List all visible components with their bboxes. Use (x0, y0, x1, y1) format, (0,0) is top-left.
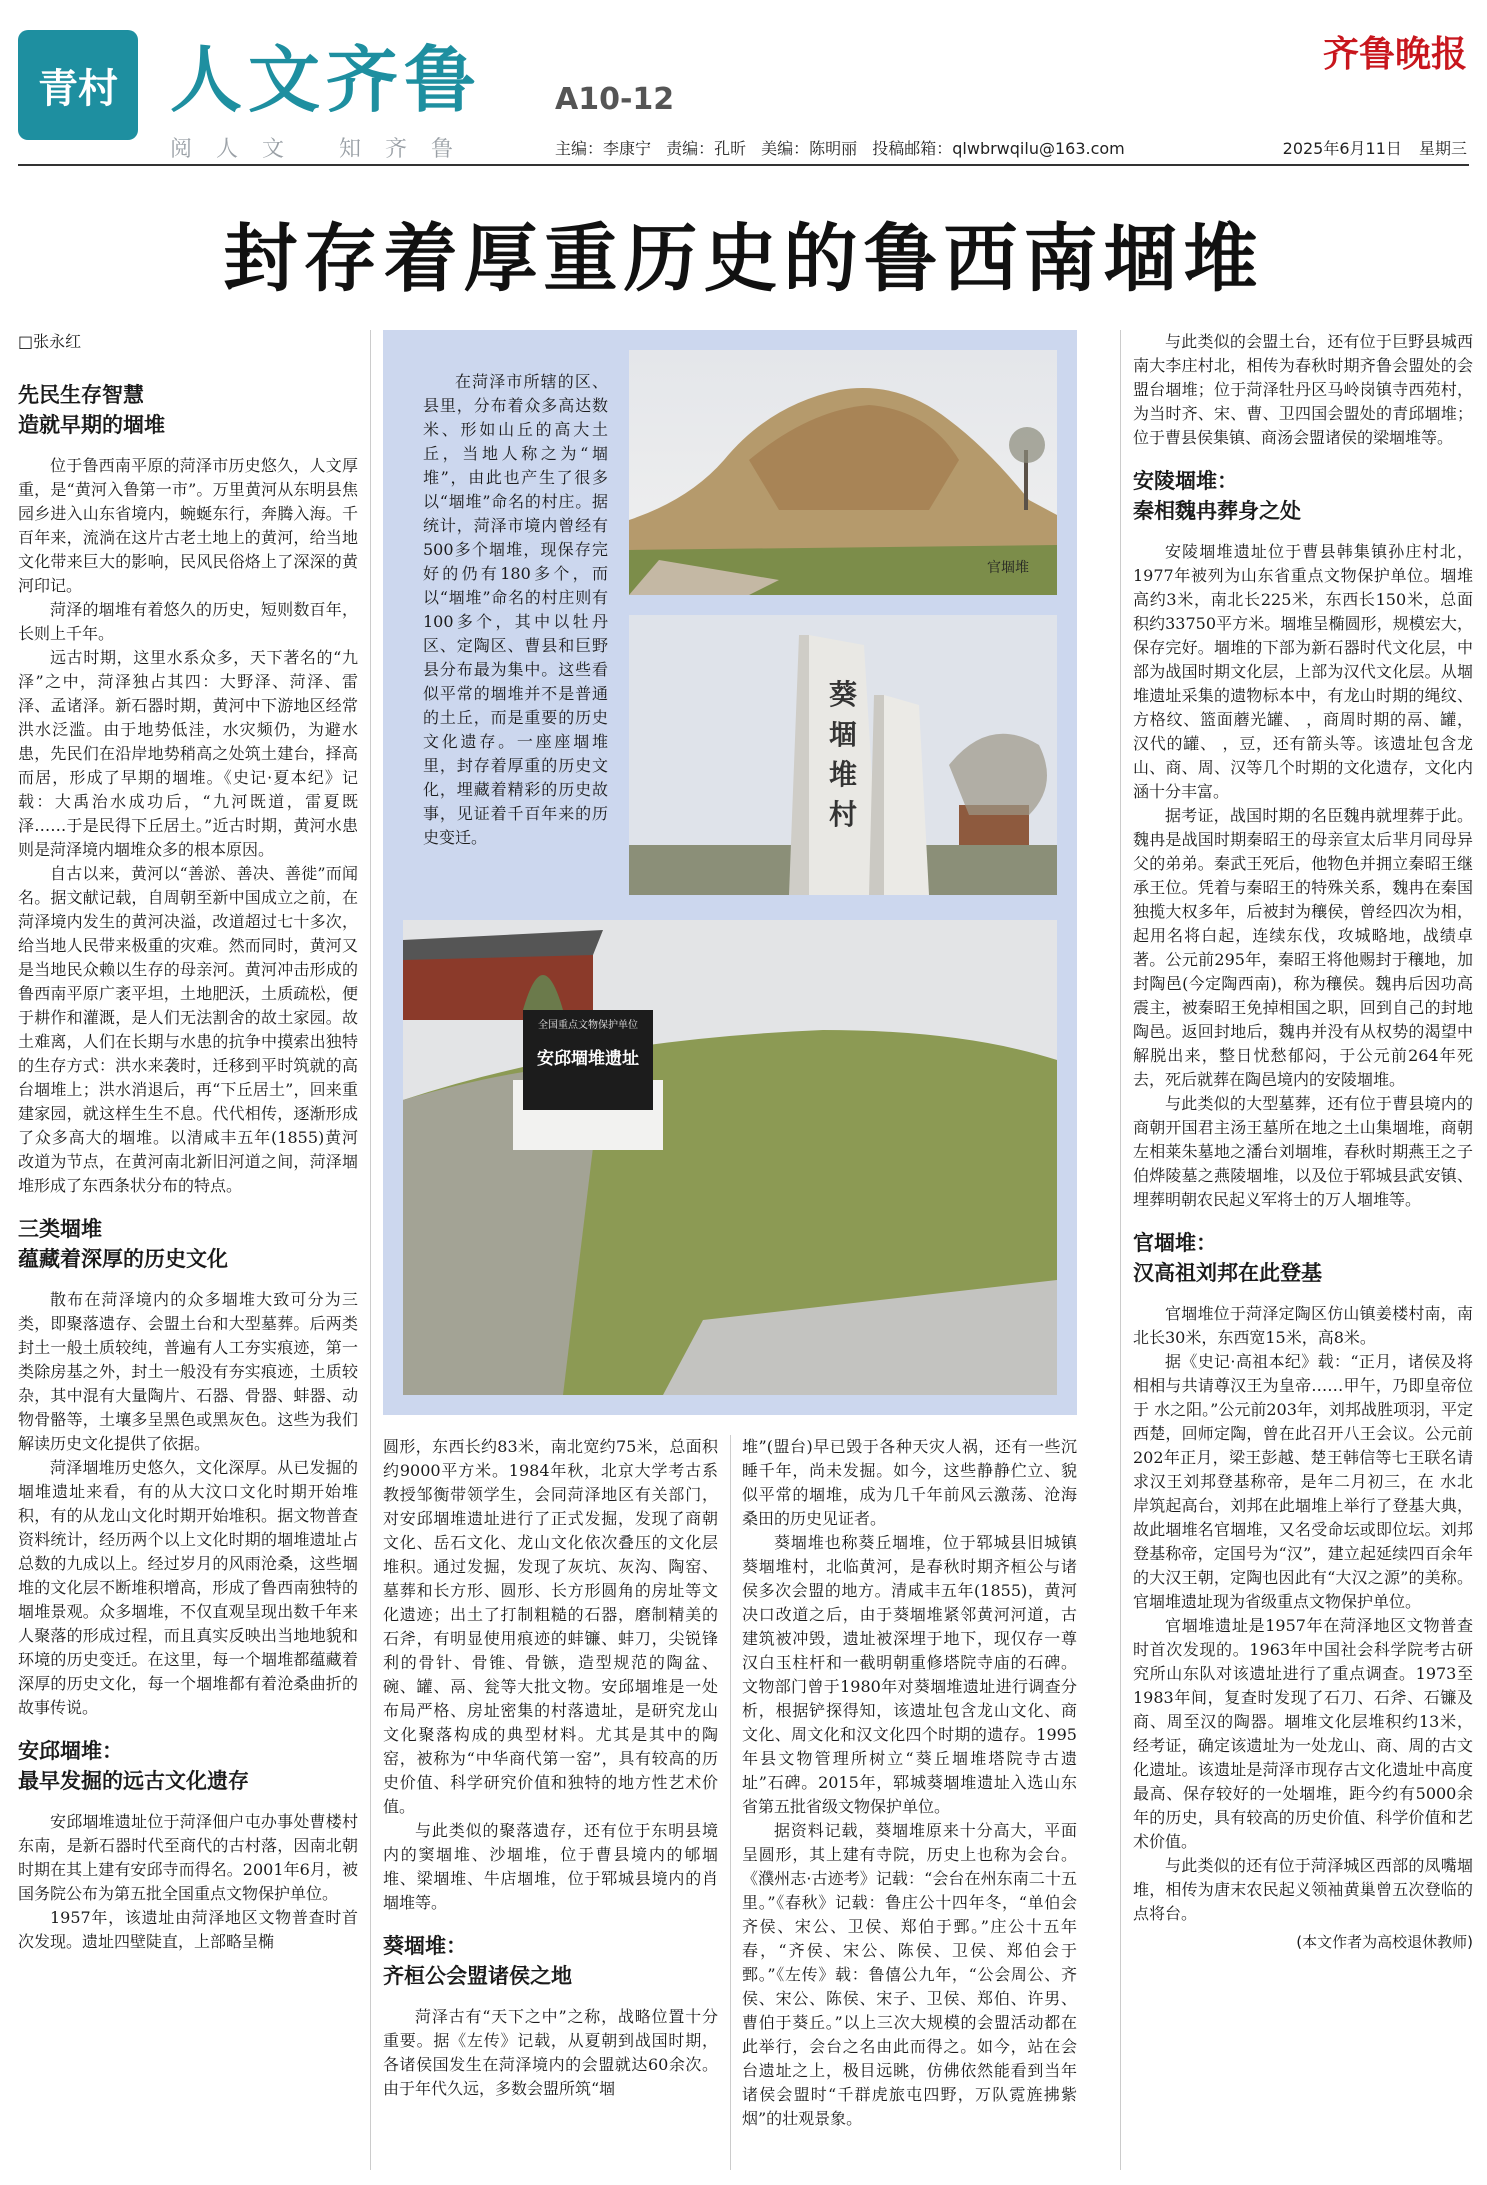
section-subheading: 齐桓公会盟诸侯之地 (383, 1964, 572, 1988)
paragraph: 1957年，该遗址由菏泽地区文物普查时首次发现。遗址四壁陡直，上部略呈椭 (18, 1908, 358, 1951)
newspaper-name: 齐鲁晚报 (1322, 34, 1467, 75)
paragraph: 官堌堆遗址是1957年在菏泽地区文物普查时首次发现的。1963年中国社会科学院考古研究所山东队对该遗址进行了重点调查。1973至1983年间，复查时发现了石刀、石斧、石镰及商、周至汉的陶器。堌堆文化层堆积约13米，经考证，确定该遗址为一处龙山、商、周的古文化遗址。该遗址是菏泽市现存古文化遗址中高度最高、保存较好的一处堌堆，距今约有5000余年的历史，具有较高的历史价值、科学价值和艺术价值。 (1133, 1616, 1473, 1851)
section-heading: 安陵堌堆： (1133, 469, 1238, 493)
staff-line: 主编：李康宁 责编：孔昕 美编：陈明丽 投稿邮箱：qlwbrwqilu@163.com (555, 139, 1125, 158)
section-heading: 安邱堌堆： (18, 1739, 123, 1763)
photo-panel (383, 330, 1077, 1415)
section-subheading: 造就早期的堌堆 (18, 413, 165, 437)
photo-anqiu-site-stele (403, 920, 1057, 1395)
column-2 (383, 1435, 718, 2170)
paragraph: 据资料记载，葵堌堆原来十分高大，平面呈圆形，其上建有寺院，历史上也称为会台。《濮州志·古迹考》记载：“会台在州东南二十五里。”《春秋》记载：鲁庄公十四年冬，“单伯会齐侯、宋公、卫侯、郑伯于鄄。”庄公十五年春，“齐侯、宋公、陈侯、卫侯、郑伯会于鄄。”《左传》载：鲁僖公九年，“公会周公、齐侯、宋公、陈侯、宋子、卫侯、郑伯、许男、曹伯于葵丘。”以上三次大规模的会盟活动都在此举行，会台之名由此而得之。如今，站在会台遗址之上，极目远眺，仿佛依然能看到当年诸侯会盟时“千群虎旅屯四野，万队霓旌拂紫烟”的壮观景象。 (742, 1821, 1077, 2128)
stele-title: 安邱堌堆遗址 (537, 1049, 639, 1069)
paragraph: 散布在菏泽境内的众多堌堆大致可分为三类，即聚落遗存、会盟土台和大型墓葬。后两类封土一般土质较纯，普遍有人工夯实痕迹，第一类除房基之外，封土一般没有夯实痕迹，土质较杂，其中混有大量陶片、石器、骨器、蚌器、动物骨骼等，土壤多呈黑色或黑灰色。这些为我们解读历史文化提供了依据。 (18, 1290, 358, 1453)
photo-guan-gudui (629, 350, 1057, 595)
intro-text: 在菏泽市所辖的区、县里，分布着众多高达数米、形如山丘的高大土丘，当地人称之为“堌堆”，由此也产生了很多以“堌堆”命名的村庄。据统计，菏泽市境内曾经有500多个堌堆，现保存完好的仍有180多个，而以“堌堆”命名的村庄则有100多个，其中以牡丹区、定陶区、曹县和巨野县分布最为集中。这些看似平常的堌堆并不是普通的土丘，而是重要的历史文化遗存。一座座堌堆里，封存着厚重的历史文化，埋藏着精彩的历史故事，见证着千百年来的历史变迁。 (423, 372, 608, 847)
intro-box (423, 370, 608, 850)
paragraph: 与此类似的还有位于菏泽城区西部的凤嘴堌堆，相传为唐末农民起义领袖黄巢曾五次登临的点将台。 (1133, 1856, 1473, 1923)
paragraph: 据考证，战国时期的名臣魏冉就埋葬于此。魏冉是战国时期秦昭王的母亲宣太后芈月同母异父的弟弟。秦武王死后，他物色并拥立秦昭王继承王位。凭着与秦昭王的特殊关系，魏冉在秦国独揽大权多年，后被封为穰侯，曾经四次为相，起用名将白起，连续东伐，攻城略地，战绩卓著。公元前295年，秦昭王将他赐封于穰地，加封陶邑(今定陶西南)，称为穰侯。魏冉后因功高震主，被秦昭王免掉相国之职，回到自己的封地陶邑。返回封地后，魏冉并没有从权势的渴望中解脱出来，整日忧愁郁闷，于公元前264年死去，死后就葬在陶邑境内的安陵堌堆。 (1133, 806, 1473, 1089)
paragraph: 据《史记·高祖本纪》载：“正月，诸侯及将相相与共请尊汉王为皇帝……甲午，乃即皇帝位于 水之阳。”公元前203年，刘邦战胜项羽，平定西楚，回师定陶，曾在此召开八王会议。公元前202年正月，梁王彭越、楚王韩信等七王联名请求汉王刘邦登基称帝，是年二月初三，在 水北岸筑起高台，刘邦在此堌堆上举行了登基大典，故此堌堆名官堌堆，又名受命坛或即位坛。刘邦登基称帝，定国号为“汉”，建立起延续四百余年的大汉王朝，定陶也因此有“大汉之源”的美称。官堌堆遗址现为省级重点文物保护单位。 (1133, 1352, 1473, 1611)
paragraph: 远古时期，这里水系众多，天下著名的“九泽”之中，菏泽独占其四：大野泽、菏泽、雷泽、孟诸泽。新石器时期，黄河中下游地区经常洪水泛滥。由于地势低洼，水灾频仍，为避水患，先民们在沿岸地势稍高之处筑土建台，择高而居，形成了早期的堌堆。《史记·夏本纪》记载：大禹治水成功后，“九河既道，雷夏既泽……于是民得下丘居土。”近古时期，黄河水患则是菏泽境内堌堆众多的根本原因。 (18, 648, 358, 859)
paragraph: 安邱堌堆遗址位于菏泽佃户屯办事处曹楼村东南，是新石器时代至商代的古村落，因南北朝时期在其上建有安邱寺而得名。2001年6月，被国务院公布为第五批全国重点文物保护单位。 (18, 1812, 358, 1903)
photo-kui-gudui-village-sign (629, 615, 1057, 895)
issue-date: 2025年6月11日 星期三 (1282, 139, 1467, 158)
masthead-rule (18, 164, 1469, 166)
column-divider (1120, 330, 1121, 2170)
section-heading: 葵堌堆： (383, 1934, 467, 1958)
paragraph: 与此类似的聚落遗存，还有位于东明县境内的窦堌堆、沙堌堆，位于曹县境内的郇堌堆、梁堌堆、牛店堌堆，位于郓城县境内的肖堌堆等。 (383, 1821, 718, 1912)
paragraph: 官堌堆位于菏泽定陶区仿山镇姜楼村南，南北长30米，东西宽15米，高8米。 (1133, 1304, 1473, 1347)
section-subheading: 最早发掘的远古文化遗存 (18, 1769, 249, 1793)
photo-caption: 官堌堆 (987, 560, 1029, 576)
page-number: A10-12 (555, 82, 675, 117)
section-heading: 先民生存智慧 (18, 383, 144, 407)
paragraph: 位于鲁西南平原的菏泽市历史悠久，人文厚重，是“黄河入鲁第一市”。万里黄河从东明县焦园乡进入山东省境内，蜿蜒东行，奔腾入海。千百年来，流淌在这片古老土地上的黄河，给当地文化带来巨大的影响，民风民俗烙上了深深的黄河印记。 (18, 456, 358, 595)
byline: □张永红 (18, 332, 82, 351)
paragraph: 菏泽的堌堆有着悠久的历史，短则数百年，长则上千年。 (18, 600, 358, 643)
column-3 (742, 1435, 1077, 2170)
column-divider (730, 1435, 731, 2170)
section-subheading: 秦相魏冉葬身之处 (1133, 499, 1301, 523)
masthead (0, 0, 1487, 170)
author-note: (本文作者为高校退休教师) (1296, 1933, 1473, 1951)
column-divider (370, 330, 371, 2170)
stele-header: 全国重点文物保护单位 (538, 1020, 638, 1031)
paragraph: 葵堌堆也称葵丘堌堆，位于郓城县旧城镇葵堌堆村，北临黄河，是春秋时期齐桓公与诸侯多次会盟的地方。清咸丰五年(1855)，黄河决口改道之后，由于葵堌堆紧邻黄河河道，古建筑被冲毁，遗址被深埋于地下，现仅存一尊汉白玉柱杆和一截明朝重修塔院寺庙的石碑。文物部门曾于1980年对葵堌堆遗址进行调查分析，根据铲探得知，该遗址包含龙山文化、商文化、周文化和汉文化四个时期的遗存。1995年县文物管理所树立“葵丘堌堆塔院寺古遗址”石碑。2015年，郓城葵堌堆遗址入选山东省第五批省级文物保护单位。 (742, 1533, 1077, 1816)
headline: 封存着厚重历史的鲁西南堌堆 (223, 216, 1264, 302)
paragraph: 与此类似的大型墓葬，还有位于曹县境内的商朝开国君主汤王墓所在地之土山集堌堆，商朝左相莱朱墓地之潘台刘堌堆，春秋时期燕王之子伯烨陵墓之燕陵堌堆，以及位于郓城县武安镇、埋葬明朝农民起义军将士的万人堌堆等。 (1133, 1094, 1473, 1209)
section-title: 人文齐鲁 (170, 38, 483, 122)
column-4 (1133, 330, 1473, 2170)
section-subheading: 蕴藏着深厚的历史文化 (18, 1247, 228, 1271)
column-1 (18, 330, 358, 2170)
section-subheading: 汉高祖刘邦在此登基 (1133, 1261, 1322, 1285)
paragraph: 菏泽堌堆历史悠久，文化深厚。从已发掘的堌堆遗址来看，有的从大汶口文化时期开始堆积，有的从龙山文化时期开始堆积。据文物普查资料统计，经历两个以上文化时期的堌堆遗址占总数的九成以上。经过岁月的风雨沧桑，这些堌堆的文化层不断堆积增高，形成了鲁西南独特的堌堆景观。众多堌堆，不仅直观呈现出数千年来人聚落的形成过程，而且真实反映出当地地貌和环境的历史变迁。在这里，每一个堌堆都蕴藏着深厚的历史文化，每一个堌堆都有着沧桑曲折的故事传说。 (18, 1458, 358, 1717)
section-logo: 青村 (18, 30, 138, 140)
paragraph: 圆形，东西长约83米，南北宽约75米，总面积约9000平方米。1984年秋，北京大学考古系教授邹衡带领学生，会同菏泽地区有关部门，对安邱堌堆遗址进行了正式发掘，发现了商朝文化、岳石文化、龙山文化依次叠压的文化层堆积。通过发掘，发现了灰坑、灰沟、陶窑、墓葬和长方形、圆形、长方形圆角的房址等文化遗迹；出土了打制粗糙的石器，磨制精美的石斧，有明显使用痕迹的蚌镰、蚌刀，尖锐锋利的骨针、骨锥、骨镞，造型规范的陶盆、碗、罐、鬲、瓮等大批文物。安邱堌堆是一处布局严格、房址密集的村落遗址，是研究龙山文化聚落构成的典型材料。尤其是其中的陶窑，被称为“中华商代第一窑”，具有较高的历史价值、科学研究价值和独特的地方性艺术价值。 (383, 1437, 718, 1816)
paragraph: 堆”(盟台)早已毁于各种天灾人祸，还有一些沉睡千年，尚未发掘。如今，这些静静伫立、貌似平常的堌堆，成为几千年前风云激荡、沧海桑田的历史见证者。 (742, 1437, 1077, 1528)
paragraph: 菏泽古有“天下之中”之称，战略位置十分重要。据《左传》记载，从夏朝到战国时期，各诸侯国发生在菏泽境内的会盟就达60余次。由于年代久远，多数会盟所筑“堌 (383, 2007, 718, 2098)
paragraph: 与此类似的会盟土台，还有位于巨野县城西南大李庄村北，相传为春秋时期齐鲁会盟处的会盟台堌堆；位于菏泽牡丹区马岭岗镇寺西苑村，为当时齐、宋、曹、卫四国会盟处的青邱堌堆；位于曹县侯集镇、商汤会盟诸侯的梁堌堆等。 (1133, 332, 1473, 447)
slogan: 阅人文 知齐鲁 (170, 137, 477, 162)
section-heading: 三类堌堆 (18, 1217, 102, 1241)
paragraph: 自古以来，黄河以“善淤、善决、善徙”而闻名。据文献记载，自周朝至新中国成立之前，在菏泽境内发生的黄河决溢，改道超过七十多次，给当地人民带来极重的灾难。然而同时，黄河又是当地民众赖以生存的母亲河。黄河冲击形成的鲁西南平原广袤平坦，土地肥沃，土质疏松，便于耕作和灌溉，是人们无法割舍的故土家园。故土难离，人们在长期与水患的抗争中摸索出独特的生存方式：洪水来袭时，迁移到平时筑就的高台堌堆上；洪水消退后，再“下丘居土”，回来重建家园，就这样生生不息。代代相传，逐渐形成了众多高大的堌堆。以清咸丰五年(1855)黄河改道为节点，在黄河南北新旧河道之间，菏泽堌堆形成了东西条状分布的特点。 (18, 864, 358, 1195)
village-sign-text: 葵堌堆村 (829, 678, 858, 831)
section-heading: 官堌堆： (1133, 1231, 1217, 1255)
paragraph: 安陵堌堆遗址位于曹县韩集镇孙庄村北，1977年被列为山东省重点文物保护单位。堌堆高约3米，南北长225米，东西长150米，总面积约33750平方米。堌堆呈椭圆形，规模宏大，保存完好。堌堆的下部为新石器时代文化层，中部为战国时期文化层，上部为汉代文化层。从堌堆遗址采集的遗物标本中，有龙山时期的绳纹、方格纹、篮面蘑光罐、 ，商周时期的鬲、罐，汉代的罐、 ，豆，还有箭头等。该遗址包含龙山、商、周、汉等几个时期的文化遗存，文化内涵十分丰富。 (1133, 542, 1473, 801)
